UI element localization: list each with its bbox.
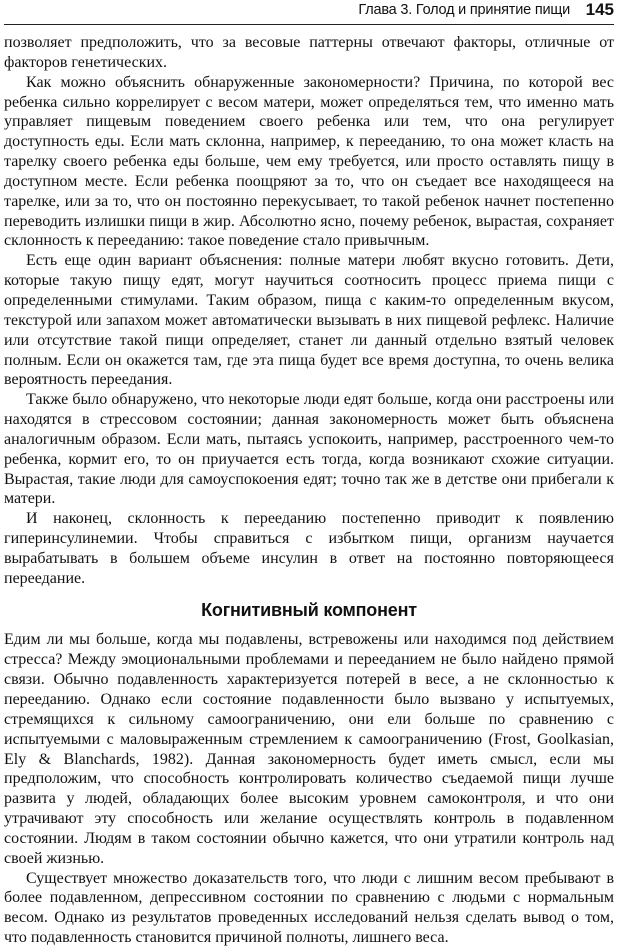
paragraph-continuation: позволяет предположить, что за весовые паттерны отвечают факторы, отличные от факторов генетических. [4, 34, 614, 71]
paragraph: Едим ли мы больше, когда мы подавлены, встревожены или находимся под действием стресса? Между эмоциональными проблемами и перееданием не было найдено прямой связи. Обычно подавленность характеризуется потерей в весе, а не склонностью к перееданию. Однако если состояние подавленности было вызвано у испытуемых, стремящихся к сильному самоограничению, они ели больше по сравнению с испытуемыми с маловыраженным стремлением к самоограничению (Frost, Goolkasian, Ely & Blanchards, 1982). Данная закономерность будет иметь смысл, если мы предположим, что способность контролировать количество съедаемой пищи лучше развита у людей, обладающих более высоким уровнем самоконтроля, и что они утрачивают эту способность или желание осуществлять контроль в подавленном состоянии. Людям в таком состоянии обычно кажется, что они утратили контроль над своей жизнью. [4, 631, 614, 867]
page-number: 145 [585, 0, 614, 19]
section-heading: Когнитивный компонент [201, 599, 417, 620]
running-header [4, 0, 614, 25]
chapter-title: Глава 3. Голод и принятие пищи [358, 2, 570, 18]
paragraph: Есть еще один вариант объяснения: полные матери любят вкусно готовить. Дети, которые такую пищу едят, могут научиться соотносить процесс приема пищи с определенными стимулами. Таким образом, пища с каким-то определенным вкусом, текстурой или запахом может автоматически вызывать в них пищевой рефлекс. Наличие или отсутствие такой пищи определяет, станет ли данный отдельно взятый человек полным. Если он окажется там, где эта пища будет все время доступна, то очень велика вероятность переедания. [4, 252, 614, 389]
body-text [4, 33, 614, 948]
paragraph: Как можно объяснить обнаруженные закономерности? Причина, по которой вес ребенка сильно коррелирует с весом матери, может определяться тем, что именно мать управляет пищевым поведением своего ребенка или тем, что она регулирует доступность еды. Если мать склонна, например, к перееданию, то она может класть на тарелку своего ребенка еды больше, чем ему требуется, или просто оставлять пищу в доступном месте. Если ребенка поощряют за то, что он съедает все находящееся на тарелке, или за то, что он постоянно перекусывает, то такой ребенок начнет постепенно переводить излишки пищи в жир. Абсолютно ясно, почему ребенок, вырастая, сохраняет склонность к перееданию: такое поведение стало привычным. [4, 73, 614, 250]
paragraph: И наконец, склонность к перееданию постепенно приводит к появлению гиперинсулинемии. Чтобы справиться с избытком пищи, организм научается вырабатывать в большем объеме инсулин в ответ на постоянно повторяющееся переедание. [4, 510, 614, 587]
paragraph: Существует множество доказательств того, что люди с лишним весом пребывают в более подавленном, депрессивном состоянии по сравнению с людьми с нормальным весом. Однако из результатов проведенных исследований нельзя сделать вывод о том, что подавленность становится причиной полноты, лишнего веса. [4, 869, 614, 947]
paragraph: Также было обнаружено, что некоторые люди едят больше, когда они расстроены или находятся в стрессовом состоянии; данная закономерность может быть объяснена аналогичным образом. Если мать, пытаясь успокоить, например, расстроенного чем-то ребенка, кормит его, то он приучается есть тогда, когда возникают схожие ситуации. Вырастая, такие люди для самоуспокоения едят; точно так же в детстве они прибегали к матери. [4, 391, 614, 508]
